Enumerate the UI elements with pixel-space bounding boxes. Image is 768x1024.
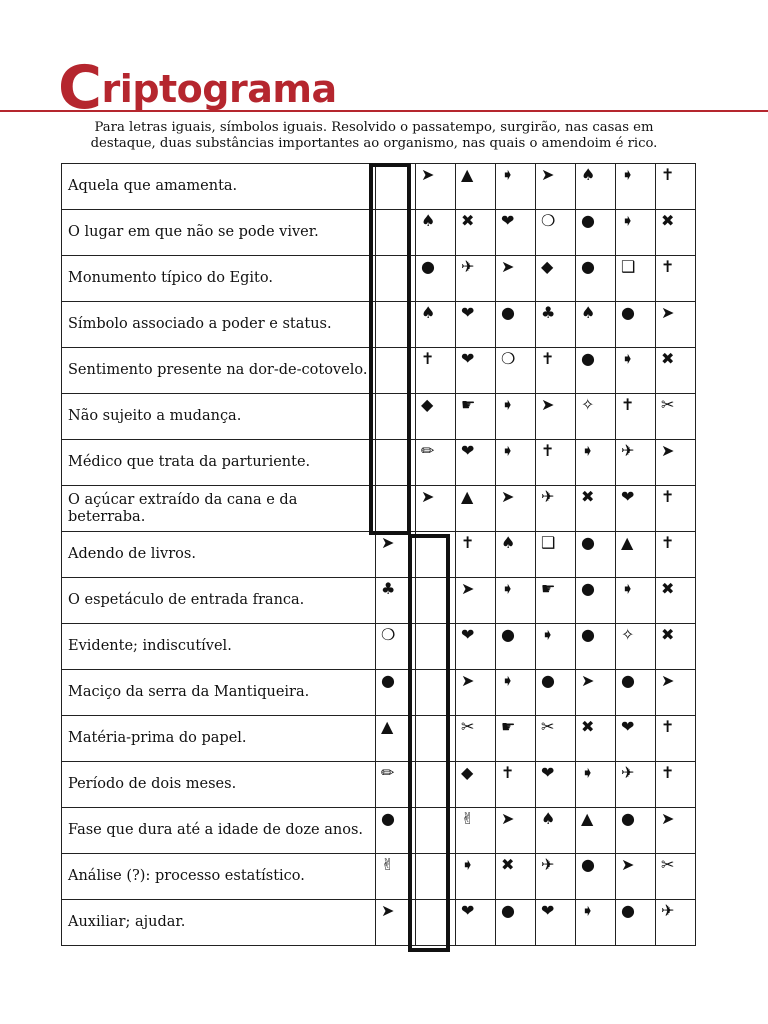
cipher-symbol: ✝	[621, 395, 635, 414]
answer-cell[interactable]	[616, 394, 656, 440]
cipher-symbol: ✈	[621, 441, 635, 460]
clue-text: Adendo de livros.	[62, 532, 376, 578]
cipher-symbol: ●	[581, 533, 595, 552]
answer-cell[interactable]	[456, 394, 496, 440]
cipher-symbol: ✝	[461, 533, 475, 552]
cipher-symbol: ❍	[381, 625, 396, 644]
puzzle-grid	[61, 163, 696, 946]
cipher-symbol: ➧	[621, 165, 635, 184]
cipher-symbol: ✝	[541, 349, 555, 368]
answer-cell[interactable]	[496, 210, 536, 256]
answer-cell[interactable]	[656, 578, 696, 624]
cipher-symbol: ●	[581, 257, 595, 276]
cipher-symbol: ✝	[541, 441, 555, 460]
cipher-symbol: ❤	[461, 625, 475, 644]
answer-cell[interactable]	[496, 394, 536, 440]
answer-cell[interactable]	[536, 578, 576, 624]
cipher-symbol: ✂	[661, 395, 675, 414]
cipher-symbol: ❑	[541, 533, 556, 552]
answer-cell[interactable]	[496, 256, 536, 302]
answer-cell[interactable]	[616, 854, 656, 900]
answer-cell[interactable]	[376, 256, 416, 302]
cipher-symbol: ♠	[581, 165, 596, 184]
clue-text: Maciço da serra da Mantiqueira.	[62, 670, 376, 716]
cipher-symbol: ●	[541, 671, 555, 690]
answer-cell[interactable]	[616, 348, 656, 394]
answer-cell[interactable]	[576, 164, 616, 210]
answer-cell[interactable]	[416, 900, 456, 946]
cipher-symbol: ➤	[541, 165, 555, 184]
answer-cell[interactable]	[456, 164, 496, 210]
cipher-symbol: ✈	[461, 257, 475, 276]
answer-cell[interactable]	[376, 394, 416, 440]
cipher-symbol: ➧	[621, 211, 635, 230]
title-rest: riptograma	[101, 67, 337, 111]
answer-cell[interactable]	[416, 302, 456, 348]
answer-cell[interactable]	[456, 762, 496, 808]
cipher-symbol: ●	[621, 901, 635, 920]
cipher-symbol: ◆	[461, 763, 474, 782]
answer-cell[interactable]	[656, 854, 696, 900]
clue-row	[62, 394, 696, 440]
clue-text: Evidente; indiscutível.	[62, 624, 376, 670]
answer-cell[interactable]	[536, 256, 576, 302]
answer-cell[interactable]	[656, 440, 696, 486]
answer-cell[interactable]	[376, 486, 416, 532]
answer-cell[interactable]	[376, 762, 416, 808]
answer-cell[interactable]	[576, 440, 616, 486]
answer-cell[interactable]	[456, 486, 496, 532]
cipher-symbol: ✝	[661, 257, 675, 276]
answer-cell[interactable]	[616, 670, 656, 716]
answer-cell[interactable]	[496, 532, 536, 578]
instructions-line: Para letras iguais, símbolos iguais. Resolvido o passatempo, surgirão, nas casas em	[94, 120, 654, 135]
clue-text: Médico que trata da parturiente.	[62, 440, 376, 486]
answer-cell[interactable]	[496, 348, 536, 394]
clue-text: Aquela que amamenta.	[62, 164, 376, 210]
clue-row	[62, 578, 696, 624]
answer-cell[interactable]	[496, 670, 536, 716]
answer-cell[interactable]	[496, 808, 536, 854]
cipher-symbol: ✖	[661, 579, 675, 598]
answer-cell[interactable]	[416, 808, 456, 854]
answer-cell[interactable]	[496, 440, 536, 486]
answer-cell[interactable]	[496, 762, 536, 808]
answer-cell[interactable]	[536, 808, 576, 854]
answer-cell[interactable]	[576, 486, 616, 532]
cipher-symbol: ➧	[621, 349, 635, 368]
answer-cell[interactable]	[416, 854, 456, 900]
answer-cell[interactable]	[576, 624, 616, 670]
cipher-symbol: ✝	[501, 763, 515, 782]
answer-cell[interactable]	[576, 256, 616, 302]
cipher-symbol: ❍	[541, 211, 556, 230]
cipher-symbol: ➤	[581, 671, 595, 690]
clue-text: Não sujeito a mudança.	[62, 394, 376, 440]
answer-cell[interactable]	[536, 900, 576, 946]
cipher-symbol: ✂	[541, 717, 555, 736]
answer-cell[interactable]	[376, 164, 416, 210]
clue-text: Monumento típico do Egito.	[62, 256, 376, 302]
answer-cell[interactable]	[376, 578, 416, 624]
clue-row	[62, 762, 696, 808]
cipher-symbol: ➧	[461, 855, 475, 874]
cipher-symbol: ▲	[621, 533, 634, 552]
answer-cell[interactable]	[376, 854, 416, 900]
answer-cell[interactable]	[656, 716, 696, 762]
cipher-symbol: ✖	[501, 855, 515, 874]
answer-cell[interactable]	[416, 440, 456, 486]
answer-cell[interactable]	[416, 762, 456, 808]
answer-cell[interactable]	[416, 394, 456, 440]
answer-cell[interactable]	[576, 808, 616, 854]
cipher-symbol: ✖	[661, 625, 675, 644]
cipher-symbol: ❤	[541, 763, 555, 782]
instructions	[60, 120, 688, 152]
cipher-symbol: ●	[581, 855, 595, 874]
answer-cell[interactable]	[496, 624, 536, 670]
cipher-symbol: ☛	[461, 395, 476, 414]
cipher-symbol: ❤	[461, 901, 475, 920]
cipher-symbol: ✧	[621, 625, 635, 644]
answer-cell[interactable]	[616, 624, 656, 670]
cipher-symbol: ●	[501, 625, 515, 644]
cipher-symbol: ✏	[381, 763, 395, 782]
answer-cell[interactable]	[616, 440, 656, 486]
cipher-symbol: ❤	[501, 211, 515, 230]
cipher-symbol: ❑	[621, 257, 636, 276]
cipher-symbol: ➧	[501, 165, 515, 184]
answer-cell[interactable]	[656, 164, 696, 210]
answer-cell[interactable]	[376, 440, 416, 486]
answer-cell[interactable]	[416, 716, 456, 762]
answer-cell[interactable]	[536, 762, 576, 808]
cipher-symbol: ✝	[661, 717, 675, 736]
cipher-symbol: ❤	[621, 487, 635, 506]
clue-text: O lugar em que não se pode viver.	[62, 210, 376, 256]
cipher-symbol: ●	[581, 349, 595, 368]
cipher-symbol: ▲	[461, 487, 474, 506]
cipher-symbol: ✖	[461, 211, 475, 230]
answer-cell[interactable]	[656, 302, 696, 348]
clue-row	[62, 716, 696, 762]
answer-cell[interactable]	[656, 762, 696, 808]
answer-cell[interactable]	[456, 578, 496, 624]
cipher-symbol: ✝	[661, 487, 675, 506]
answer-cell[interactable]	[496, 900, 536, 946]
answer-cell[interactable]	[456, 256, 496, 302]
answer-cell[interactable]	[656, 394, 696, 440]
answer-cell[interactable]	[456, 854, 496, 900]
answer-cell[interactable]	[576, 532, 616, 578]
answer-cell[interactable]	[656, 900, 696, 946]
answer-cell[interactable]	[456, 808, 496, 854]
clue-row	[62, 808, 696, 854]
clue-row	[62, 164, 696, 210]
answer-cell[interactable]	[536, 164, 576, 210]
answer-cell[interactable]	[456, 624, 496, 670]
clue-text: Matéria-prima do papel.	[62, 716, 376, 762]
answer-cell[interactable]	[576, 762, 616, 808]
clue-row	[62, 210, 696, 256]
cipher-symbol: ♠	[541, 809, 556, 828]
answer-cell[interactable]	[616, 808, 656, 854]
cipher-symbol: ➧	[621, 579, 635, 598]
cipher-symbol: ➧	[541, 625, 555, 644]
clue-row	[62, 854, 696, 900]
cipher-symbol: ➧	[581, 901, 595, 920]
answer-cell[interactable]	[576, 302, 616, 348]
clue-text: Análise (?): processo estatístico.	[62, 854, 376, 900]
answer-cell[interactable]	[536, 670, 576, 716]
answer-cell[interactable]	[376, 900, 416, 946]
cipher-symbol: ➤	[421, 487, 435, 506]
answer-cell[interactable]	[536, 716, 576, 762]
answer-cell[interactable]	[576, 900, 616, 946]
answer-cell[interactable]	[536, 302, 576, 348]
clue-text: Sentimento presente na dor-de-cotovelo.	[62, 348, 376, 394]
cipher-symbol: ●	[381, 809, 395, 828]
clue-row	[62, 256, 696, 302]
answer-cell[interactable]	[456, 532, 496, 578]
answer-cell[interactable]	[496, 486, 536, 532]
answer-cell[interactable]	[536, 440, 576, 486]
cipher-symbol: ✝	[421, 349, 435, 368]
cipher-symbol: ➤	[381, 533, 395, 552]
answer-cell[interactable]	[456, 210, 496, 256]
cipher-symbol: ●	[501, 303, 515, 322]
cipher-symbol: ✝	[661, 763, 675, 782]
cipher-symbol: ●	[621, 303, 635, 322]
title-rule	[0, 110, 768, 112]
answer-cell[interactable]	[656, 624, 696, 670]
clue-text: O açúcar extraído da cana e da beterraba.	[62, 486, 376, 532]
cipher-symbol: ✏	[421, 441, 435, 460]
answer-cell[interactable]	[576, 578, 616, 624]
answer-cell[interactable]	[616, 762, 656, 808]
clue-text: Período de dois meses.	[62, 762, 376, 808]
cipher-symbol: ●	[381, 671, 395, 690]
clue-row	[62, 348, 696, 394]
cipher-symbol: ✈	[541, 487, 555, 506]
answer-cell[interactable]	[616, 210, 656, 256]
cipher-symbol: ➧	[581, 763, 595, 782]
answer-cell[interactable]	[376, 302, 416, 348]
cipher-symbol: ✧	[581, 395, 595, 414]
answer-cell[interactable]	[456, 302, 496, 348]
answer-cell[interactable]	[616, 256, 656, 302]
cipher-symbol: ➤	[501, 809, 515, 828]
cipher-symbol: ✖	[581, 487, 595, 506]
answer-cell[interactable]	[536, 394, 576, 440]
answer-cell[interactable]	[536, 486, 576, 532]
cipher-symbol: ✈	[621, 763, 635, 782]
cipher-symbol: ✌	[461, 809, 475, 828]
clue-text: Símbolo associado a poder e status.	[62, 302, 376, 348]
cipher-symbol: ➤	[501, 487, 515, 506]
cipher-symbol: ➤	[621, 855, 635, 874]
cipher-symbol: ➧	[501, 395, 515, 414]
cipher-symbol: ➧	[501, 671, 515, 690]
clue-row	[62, 302, 696, 348]
cipher-symbol: ♠	[421, 211, 436, 230]
cipher-symbol: ❍	[501, 349, 516, 368]
cipher-symbol: ●	[621, 809, 635, 828]
cipher-symbol: ➤	[381, 901, 395, 920]
clue-row	[62, 624, 696, 670]
answer-cell[interactable]	[536, 532, 576, 578]
answer-cell[interactable]	[656, 348, 696, 394]
clue-row	[62, 440, 696, 486]
answer-cell[interactable]	[656, 256, 696, 302]
page-title	[58, 53, 337, 123]
cipher-symbol: ●	[581, 625, 595, 644]
cipher-symbol: ♣	[381, 579, 396, 598]
cipher-symbol: ➤	[501, 257, 515, 276]
answer-cell[interactable]	[536, 348, 576, 394]
answer-cell[interactable]	[496, 578, 536, 624]
cipher-symbol: ✖	[661, 349, 675, 368]
answer-cell[interactable]	[416, 256, 456, 302]
answer-cell[interactable]	[616, 486, 656, 532]
cipher-symbol: ➤	[461, 579, 475, 598]
cipher-symbol: ✝	[661, 533, 675, 552]
answer-cell[interactable]	[656, 808, 696, 854]
cipher-symbol: ●	[421, 257, 435, 276]
cipher-symbol: ●	[581, 579, 595, 598]
cipher-symbol: ◆	[421, 395, 434, 414]
answer-cell[interactable]	[456, 440, 496, 486]
title-initial: C	[58, 53, 102, 123]
answer-cell[interactable]	[616, 532, 656, 578]
answer-cell[interactable]	[376, 532, 416, 578]
answer-cell[interactable]	[376, 348, 416, 394]
clue-text: O espetáculo de entrada franca.	[62, 578, 376, 624]
answer-cell[interactable]	[616, 716, 656, 762]
cipher-symbol: ➤	[461, 671, 475, 690]
answer-cell[interactable]	[416, 486, 456, 532]
cipher-symbol: ❤	[621, 717, 635, 736]
answer-cell[interactable]	[496, 716, 536, 762]
answer-cell[interactable]	[576, 210, 616, 256]
clue-text: Fase que dura até a idade de doze anos.	[62, 808, 376, 854]
cipher-symbol: ✖	[581, 717, 595, 736]
cipher-symbol: ❤	[461, 349, 475, 368]
cipher-symbol: ✈	[661, 901, 675, 920]
cipher-symbol: ➤	[661, 441, 675, 460]
clue-row	[62, 532, 696, 578]
answer-cell[interactable]	[536, 624, 576, 670]
cipher-symbol: ●	[501, 901, 515, 920]
answer-cell[interactable]	[416, 532, 456, 578]
cipher-symbol: ❤	[541, 901, 555, 920]
answer-cell[interactable]	[536, 210, 576, 256]
answer-cell[interactable]	[616, 302, 656, 348]
answer-cell[interactable]	[616, 900, 656, 946]
cipher-symbol: ➤	[541, 395, 555, 414]
cipher-symbol: ☛	[501, 717, 516, 736]
answer-cell[interactable]	[376, 716, 416, 762]
instructions-line: destaque, duas substâncias importantes ao organismo, nas quais o amendoim é rico.	[90, 136, 658, 151]
cipher-symbol: ●	[621, 671, 635, 690]
cipher-symbol: ✈	[541, 855, 555, 874]
answer-cell[interactable]	[616, 164, 656, 210]
cipher-symbol: ♠	[421, 303, 436, 322]
answer-cell[interactable]	[416, 670, 456, 716]
answer-cell[interactable]	[456, 670, 496, 716]
answer-cell[interactable]	[456, 900, 496, 946]
answer-cell[interactable]	[576, 854, 616, 900]
answer-cell[interactable]	[576, 716, 616, 762]
answer-cell[interactable]	[376, 670, 416, 716]
answer-cell[interactable]	[416, 210, 456, 256]
answer-cell[interactable]	[536, 854, 576, 900]
cipher-symbol: ❤	[461, 303, 475, 322]
cipher-symbol: ➧	[501, 579, 515, 598]
cipher-symbol: ☛	[541, 579, 556, 598]
answer-cell[interactable]	[576, 348, 616, 394]
answer-cell[interactable]	[376, 624, 416, 670]
answer-cell[interactable]	[576, 394, 616, 440]
cipher-symbol: ➤	[661, 671, 675, 690]
cipher-symbol: ✖	[661, 211, 675, 230]
answer-cell[interactable]	[456, 716, 496, 762]
cipher-symbol: ➧	[501, 441, 515, 460]
cipher-symbol: ❤	[461, 441, 475, 460]
cipher-symbol: ◆	[541, 257, 554, 276]
clue-row	[62, 486, 696, 532]
cipher-symbol: ▲	[581, 809, 594, 828]
answer-cell[interactable]	[656, 486, 696, 532]
answer-cell[interactable]	[376, 210, 416, 256]
cipher-symbol: ✂	[661, 855, 675, 874]
cipher-symbol: ➧	[581, 441, 595, 460]
answer-cell[interactable]	[416, 578, 456, 624]
cipher-symbol: ✌	[381, 855, 395, 874]
answer-cell[interactable]	[416, 624, 456, 670]
cipher-symbol: ●	[581, 211, 595, 230]
clue-row	[62, 670, 696, 716]
answer-cell[interactable]	[456, 348, 496, 394]
cipher-symbol: ♠	[581, 303, 596, 322]
cipher-symbol: ➤	[661, 809, 675, 828]
answer-cell[interactable]	[496, 302, 536, 348]
cipher-symbol: ♠	[501, 533, 516, 552]
cipher-symbol: ➤	[421, 165, 435, 184]
clue-text: Auxiliar; ajudar.	[62, 900, 376, 946]
answer-cell[interactable]	[656, 670, 696, 716]
answer-cell[interactable]	[416, 164, 456, 210]
answer-cell[interactable]	[496, 854, 536, 900]
cipher-symbol: ✂	[461, 717, 475, 736]
answer-cell[interactable]	[376, 808, 416, 854]
cipher-symbol: ➤	[661, 303, 675, 322]
cipher-symbol: ▲	[381, 717, 394, 736]
cipher-symbol: ✝	[661, 165, 675, 184]
answer-cell[interactable]	[576, 670, 616, 716]
cipher-symbol: ▲	[461, 165, 474, 184]
answer-cell[interactable]	[656, 210, 696, 256]
answer-cell[interactable]	[416, 348, 456, 394]
answer-cell[interactable]	[656, 532, 696, 578]
clue-row	[62, 900, 696, 946]
answer-cell[interactable]	[616, 578, 656, 624]
cipher-symbol: ♣	[541, 303, 556, 322]
answer-cell[interactable]	[496, 164, 536, 210]
